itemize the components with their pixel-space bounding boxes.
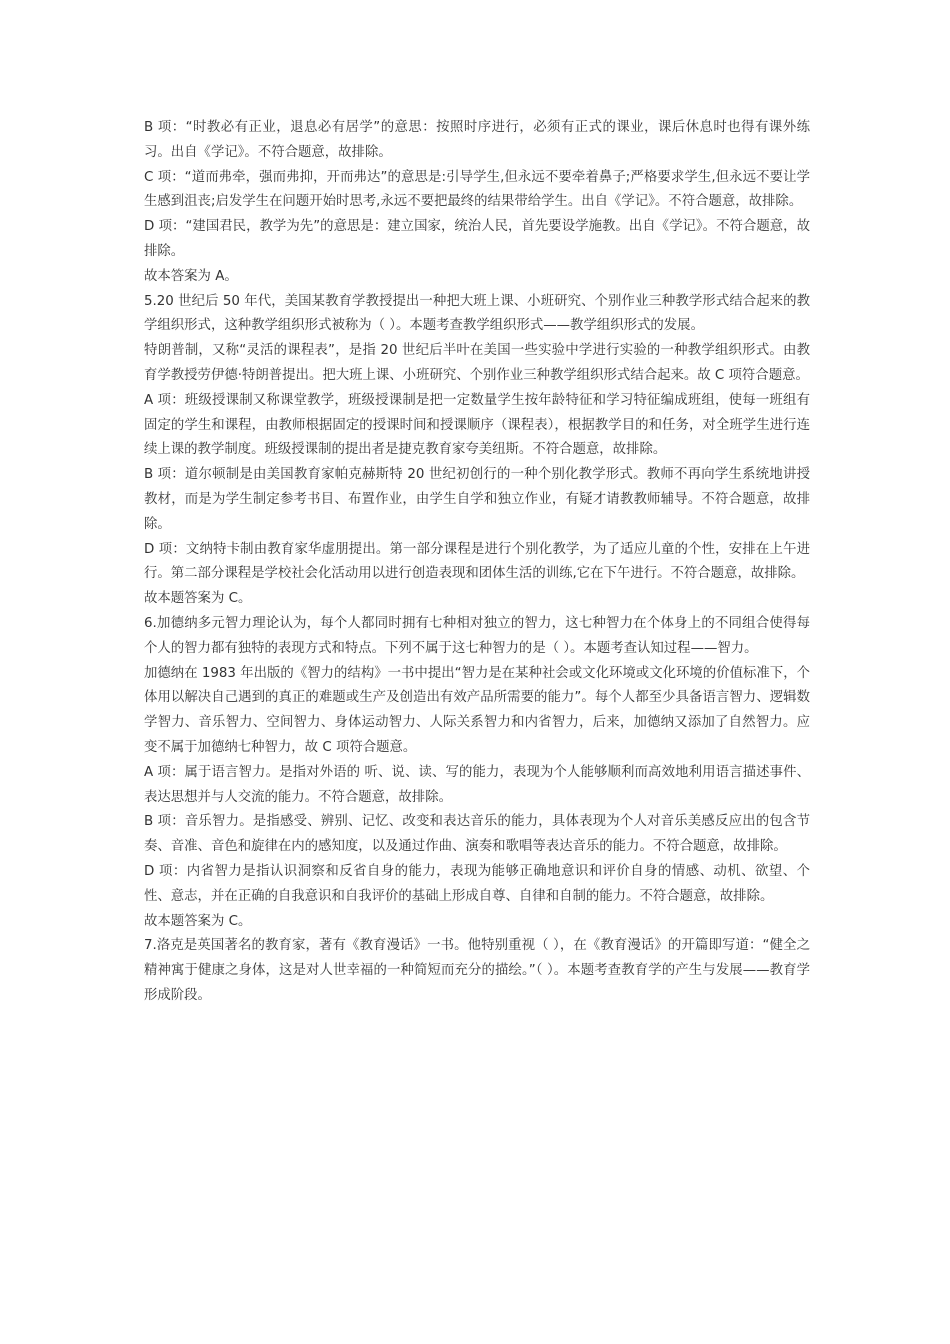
answer-line: 故本题答案为 C。: [144, 591, 252, 607]
paragraph-d-option: D 项：内省智力是指认识洞察和反省自身的能力，表现为能够正确地意识和评价自身的情感、动机、欲望、个性、意志，并在正确的自我意识和自我评价的基础上形成自尊、自律和自制的能力。不符合题意，故排除。: [144, 863, 810, 904]
paragraph-b-option: B 项：道尔顿制是由美国教育家帕克赫斯特 20 世纪初创行的一种个别化教学形式。教师不再向学生系统地讲授教材，而是为学生制定参考书目、布置作业，由学生自学和独立作业，有疑才请教教师辅导。不符合题意，故排除。: [144, 467, 810, 532]
question-7: 7.洛克是英国著名的教育家，著有《教育漫话》一书。他特别重视（ ），在《教育漫话》的开篇即写道：“健全之精神寓于健康之身体，这是对人世幸福的一种简短而充分的描绘。”（ ）。本题考查教育学的产生与发展——教育学形成阶段。: [144, 938, 810, 1003]
answer-line: 故本题答案为 C。: [144, 913, 252, 929]
document-body: [144, 116, 810, 1009]
explanation-paragraph: 加德纳在 1983 年出版的《智力的结构》一书中提出“智力是在某种社会或文化环境或文化环境的价值标准下，个体用以解决自己遇到的真正的难题或生产及创造出有效产品所需要的能力”。每个人都至少具备语言智力、逻辑数学智力、音乐智力、空间智力、身体运动智力、人际关系智力和内省智力，后来，加德纳又添加了自然智力。应变不属于加德纳七种智力，故 C 项符合题意。: [144, 665, 810, 755]
answer-line: 故本答案为 A。: [144, 268, 238, 284]
paragraph-b-option: B 项：音乐智力。是指感受、辨别、记忆、改变和表达音乐的能力，具体表现为个人对音乐美感反应出的包含节奏、音准、音色和旋律在内的感知度，以及通过作曲、演奏和歌唱等表达音乐的能力。不符合题意，故排除。: [144, 814, 810, 855]
explanation-paragraph: 特朗普制，又称“灵活的课程表”，是指 20 世纪后半叶在美国一些实验中学进行实验的一种教学组织形式。由教育学教授劳伊德·特朗普提出。把大班上课、小班研究、个别作业三种教学组织形式结合起来。故 C 项符合题意。: [144, 343, 810, 383]
paragraph-a-option: A 项：班级授课制又称课堂教学，班级授课制是把一定数量学生按年龄特征和学习特征编成班组，使每一班组有固定的学生和课程，由教师根据固定的授课时间和授课顺序（课程表），根据教学目的和任务，对全班学生进行连续上课的教学制度。班级授课制的提出者是捷克教育家夸美纽斯。不符合题意，故排除。: [144, 392, 810, 458]
paragraph-b-option: B 项：“时教必有正业，退息必有居学”的意思：按照时序进行，必须有正式的课业，课后休息时也得有课外练习。出自《学记》。不符合题意，故排除。: [144, 120, 810, 160]
paragraph-c-option: C 项：“道而弗牵，强而弗抑，开而弗达”的意思是:引导学生,但永远不要牵着鼻子;严格要求学生,但永远不要让学生感到沮丧;启发学生在问题开始时思考,永远不要把最终的结果带给学生。出自《学记》。不符合题意，故排除。: [144, 169, 810, 210]
paragraph-a-option: A 项：属于语言智力。是指对外语的 听、说、读、写的能力，表现为个人能够顺利而高效地利用语言描述事件、表达思想并与人交流的能力。不符合题意，故排除。: [144, 764, 810, 805]
question-5: 5.20 世纪后 50 年代，美国某教育学教授提出一种把大班上课、小班研究、个别作业三种教学形式结合起来的教学组织形式，这种教学组织形式被称为（ ）。本题考查教学组织形式——教学组织形式的发展。: [144, 293, 810, 334]
paragraph-d-option: D 项：文纳特卡制由教育家华虚朋提出。第一部分课程是进行个别化教学，为了适应儿童的个性，安排在上午进行。第二部分课程是学校社会化活动用以进行创造表现和团体生活的训练,它在下午进行。不符合题意，故排除。: [144, 541, 810, 582]
question-6: 6.加德纳多元智力理论认为，每个人都同时拥有七种相对独立的智力，这七种智力在个体身上的不同组合使得每个人的智力都有独特的表现方式和特点。下列不属于这七种智力的是（ ）。本题考查认知过程——智力。: [144, 615, 810, 656]
paragraph-d-option: D 项：“建国君民，教学为先”的意思是：建立国家，统治人民，首先要设学施教。出自《学记》。不符合题意，故排除。: [144, 219, 810, 259]
